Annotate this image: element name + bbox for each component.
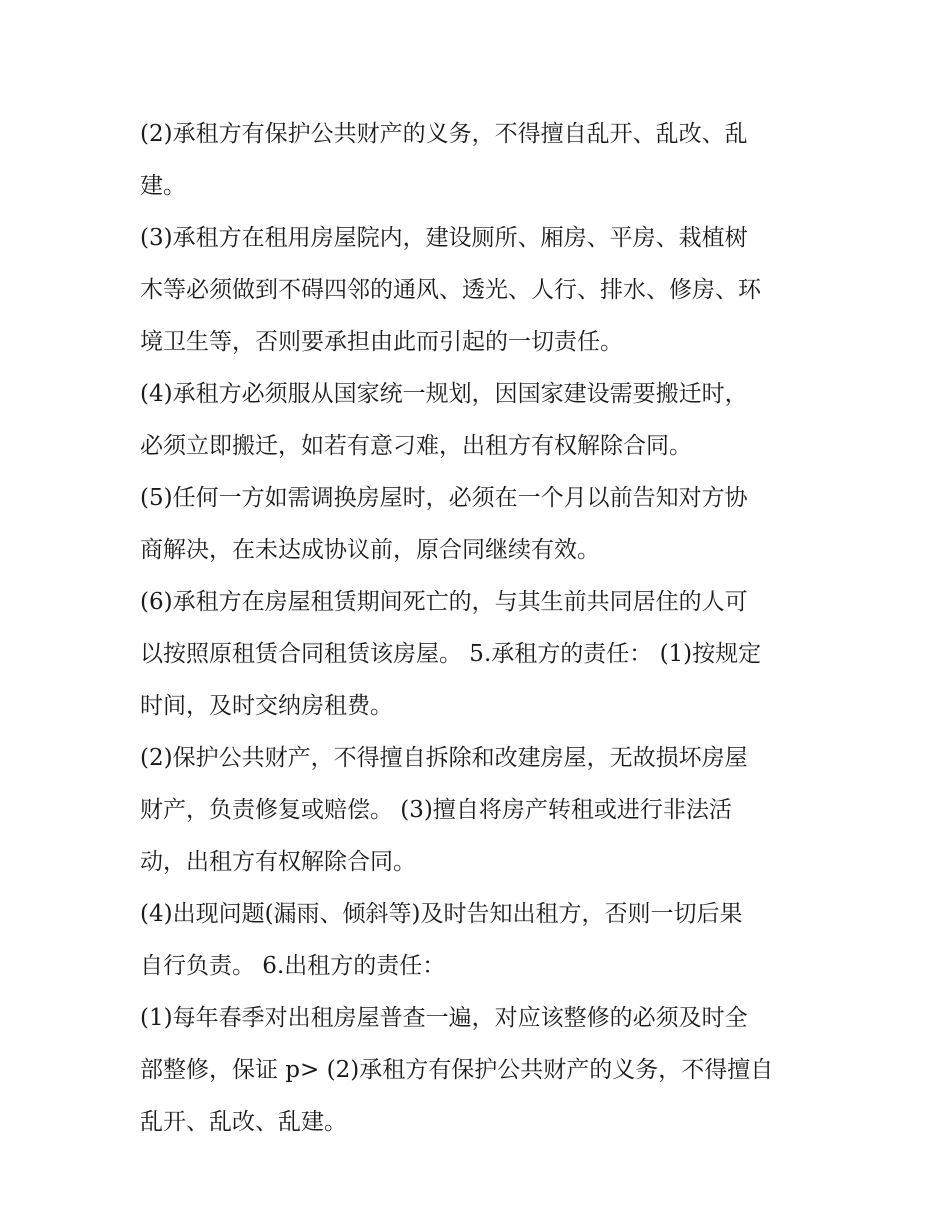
text-line: 以按照原租赁合同租赁该房屋。 5.承租方的责任： (1)按规定 [140, 641, 762, 667]
text-line: 部整修，保证 p> (2)承租方有保护公共财产的义务，不得擅自 [140, 1057, 774, 1083]
text-line: (1)每年春季对出租房屋普查一遍，对应该整修的必须及时全 [140, 1005, 748, 1031]
text-line: (3)承租方在租用房屋院内，建设厕所、厢房、平房、栽植树 [140, 225, 748, 251]
text-line: 财产，负责修复或赔偿。 (3)擅自将房产转租或进行非法活 [140, 797, 732, 823]
text-line: 木等必须做到不碍四邻的通风、透光、人行、排水、修房、环 [140, 277, 761, 303]
text-line: 必须立即搬迁，如若有意刁难，出租方有权解除合同。 [140, 433, 692, 459]
text-line: (4)承租方必须服从国家统一规划，因国家建设需要搬迁时， [140, 381, 748, 407]
text-line: (5)任何一方如需调换房屋时，必须在一个月以前告知对方协 [140, 485, 748, 511]
text-line: (6)承租方在房屋租赁期间死亡的，与其生前共同居住的人可 [140, 589, 748, 615]
text-line: 商解决，在未达成协议前，原合同继续有效。 [140, 537, 600, 563]
text-line: 建。 [140, 173, 186, 199]
document-body [140, 108, 820, 1148]
text-line: (4)出现问题(漏雨、倾斜等)及时告知出租方，否则一切后果 [140, 901, 743, 927]
text-line: 时间，及时交纳房租费。 [140, 693, 393, 719]
text-line: (2)保护公共财产，不得擅自拆除和改建房屋，无故损坏房屋 [140, 745, 748, 771]
text-line: 境卫生等，否则要承担由此而引起的一切责任。 [140, 329, 623, 355]
text-line: 自行负责。 6.出租方的责任： [140, 953, 446, 979]
text-line: 乱开、乱改、乱建。 [140, 1109, 347, 1135]
text-line: 动，出租方有权解除合同。 [140, 849, 416, 875]
text-line: (2)承租方有保护公共财产的义务，不得擅自乱开、乱改、乱 [140, 121, 748, 147]
